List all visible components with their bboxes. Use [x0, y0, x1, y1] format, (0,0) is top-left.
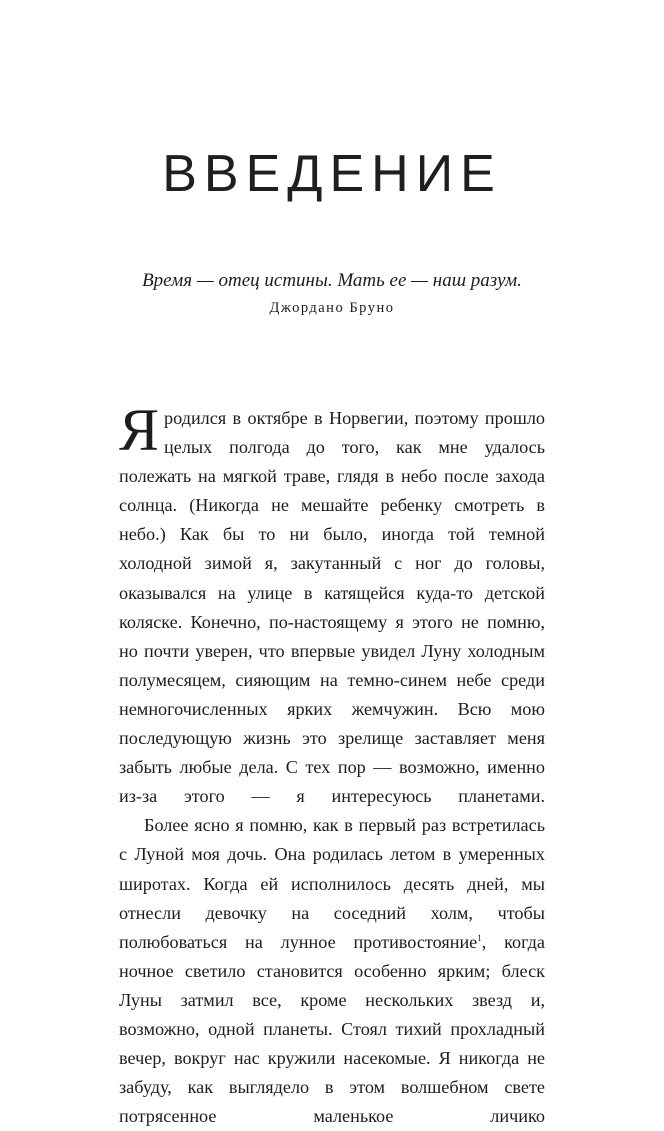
epigraph-author: Джордано Бруно [269, 300, 395, 316]
body-text [119, 397, 545, 1131]
paragraph-1 [119, 397, 545, 811]
epigraph [0, 268, 664, 318]
chapter-title: ВВЕДЕНИЕ [162, 145, 502, 203]
paragraph-2-text-a: Более ясно я помню, как в первый раз встретилась с Луной моя дочь. Она родилась летом в умеренных широтах. Когда ей исполнилось десять дней, мы отнесли девочку на соседний холм, чтобы полюбоваться на лунное противостояние [119, 815, 545, 952]
drop-cap: Я [119, 397, 160, 463]
footnote-reference[interactable]: 1 [477, 932, 482, 943]
paragraph-2-text-b: , когда ночное светило становится особенно ярким; блеск Луны затмил все, кроме нескольких звезд и, возможно, одной планеты. Стоял тихий прохладный вечер, вокруг нас кружили насекомые. Я никогда не забуду, как выглядело в этом волшебном свете потрясенное маленькое личико [119, 931, 545, 1127]
paragraph-1-text: родился в октябре в Норвегии, поэтому прошло целых полгода до того, как мне удалось полежать на мягкой траве, глядя в небо после захода солнца. (Никогда не мешайте ребенку смотреть в небо.) Как бы то ни было, иногда той темной холодной зимой я, закутанный с ног до головы, оказывался на улице в катящейся куда-то детской коляске. Конечно, по-настоящему я этого не помню, но почти уверен, что впервые увидел Луну холодным полумесяцем, сияющим на темно-синем небе среди немногочисленных ярких жемчужин. Всю мою последующую жизнь это зрелище заставляет меня забыть любые дела. С тех пор — возможно, именно из-за этого — я интересуюсь планетами. [119, 408, 545, 807]
epigraph-quote: Время — отец истины. Мать ее — наш разум. [142, 270, 522, 291]
paragraph-2 [119, 811, 545, 1131]
